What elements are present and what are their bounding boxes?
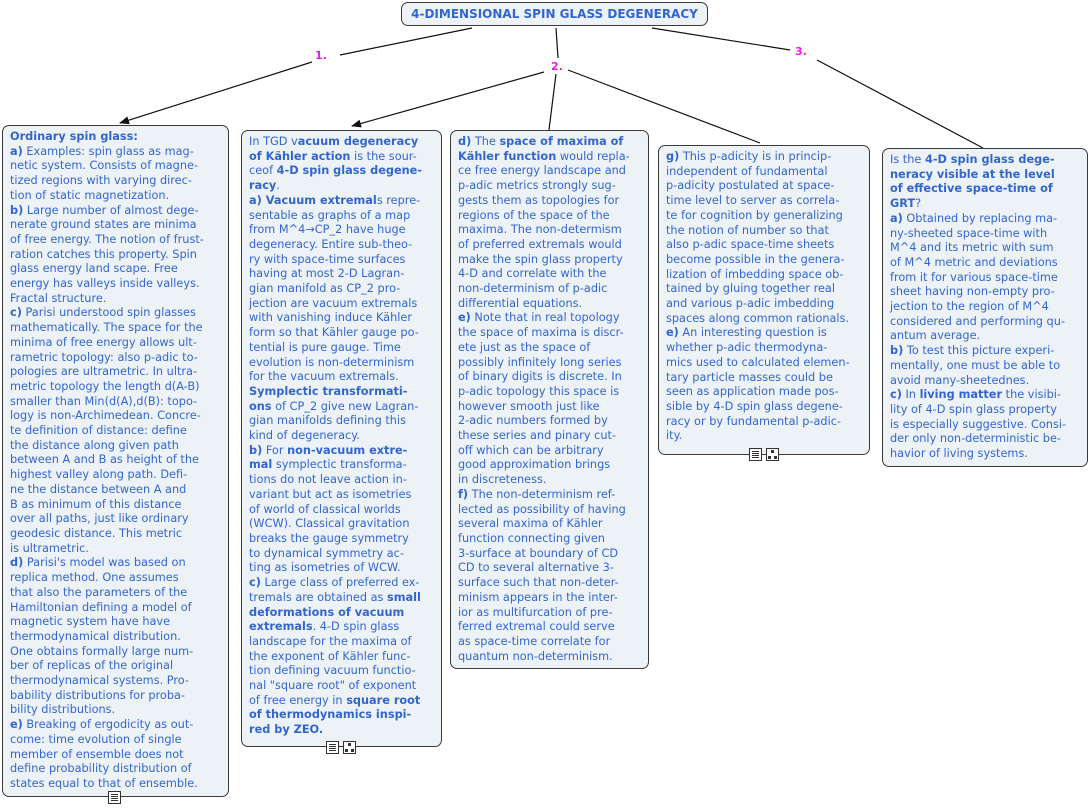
node-text-run: Ordinary spin glass: bbox=[10, 130, 138, 143]
node-text-run: In bbox=[901, 388, 920, 402]
node-text-run: This p-adicity is in princip- independent of fundamental p-adicity postulated at space- time level to server as correla- te for cognition by generalizing the notion of number so that also p-adic space-time sheets become possible in the genera- lization of imbedding space ob- tained by gluing together real and various p-adic imbedding spaces along common rationals. bbox=[666, 150, 850, 325]
node-text-run: Parisi understood spin glasses mathematically. The space for the minima of free energy allows ult- rametric topology: also p-adic to- pologies are ultrametric. In ultra- metric topology the length d(A-B) smaller than Min(d(A),d(B): topo- logy is non-Archimedean. Concre- te definition of distance: define the distance along given path between A and B as height of the highest valley along path. Defi- ne the distance between A and B as minimum of this distance over all paths, just like ordinary geodesic distance. This metric is ultrametric. bbox=[10, 306, 203, 555]
node-text-run: d) bbox=[458, 135, 472, 148]
node-text-run: of CP_2 give new Lagran- gian manifolds defining this kind of degeneracy. bbox=[249, 399, 419, 443]
link-root-1 bbox=[340, 28, 472, 55]
link-label-2: 2. bbox=[551, 60, 563, 73]
link-root-2 bbox=[556, 28, 558, 58]
concept-node-vacuum-degeneracy[interactable] bbox=[241, 130, 442, 747]
node-text-run: 4-D spin glass degene- racy bbox=[249, 164, 423, 193]
node-text-run: For bbox=[262, 443, 288, 457]
document-icon[interactable] bbox=[749, 448, 762, 461]
document-icon[interactable] bbox=[326, 741, 339, 754]
node-text-run: would repla- ce free energy landscape and p-adic metrics strongly sug- gests them as topologies for regions of the space of the maxima. The non-determism of preferred extremals would make the spin glass property 4-D and correlate with the non-determinism of p-adic differential equations. bbox=[458, 149, 630, 310]
link-root-3 bbox=[652, 28, 790, 50]
node-text-run: b) bbox=[890, 344, 904, 358]
node-text-run: b) bbox=[249, 443, 263, 457]
link-label-1: 1. bbox=[315, 49, 327, 62]
concept-node-ordinary-spin-glass[interactable] bbox=[2, 125, 229, 797]
concept-map-icon[interactable] bbox=[766, 448, 779, 461]
node-text-run: living matter bbox=[919, 388, 1003, 402]
node-text-run: g) bbox=[666, 150, 680, 163]
node-text-run: Parisi's model was based on replica method. One assumes that also the parameters of the Hamiltonian defining a model of magnetic system have have thermodynamical distribution. One obtains formally large num- ber of replicas of the original thermodynamical systems. Pro- bability distributions for proba- bility distributions. bbox=[10, 556, 194, 717]
node-text-run: Note that in real topology the space of maxima is discr- ete just as the space of possibly infinitely long series of binary digits is discrete. In p-adic topology this space is however smooth just like 2-adic numbers formed by these series and pinary cut- off which can be arbitrary good approximation brings in discreteness. bbox=[458, 311, 624, 487]
node-text-run: The bbox=[471, 135, 500, 148]
node-text-run: An interesting question is whether p-adic thermodyna- mics used to calculated elemen- tary particle masses could be seen as application made pos- sible by 4-D spin glass degene- racy or by fundamental p-adic- ity. bbox=[666, 326, 850, 443]
node-text-run: Large class of preferred ex- tremals are obtained as bbox=[249, 576, 420, 604]
link-1-node1 bbox=[120, 62, 312, 123]
node-text-run: e) bbox=[10, 718, 23, 732]
node-text-run: is the sour- ceof bbox=[249, 149, 417, 178]
node-text-run: e) bbox=[458, 311, 471, 325]
node-text-run: ? bbox=[915, 197, 922, 211]
node-text-run: To test this picture experi- mentally, one must be able to avoid many-sheetednes. bbox=[890, 344, 1061, 387]
concept-node-p-adicity[interactable] bbox=[658, 145, 870, 455]
node-text-run: d) bbox=[10, 556, 24, 570]
node-text-run: e) bbox=[666, 326, 679, 340]
node-text-run: the visibi- lity of 4-D spin glass property is especially suggestive. Consi- der only non-deterministic be- havior of living systems. bbox=[890, 388, 1067, 461]
node-text-run: a) bbox=[890, 211, 903, 225]
node-text-run: . bbox=[276, 179, 280, 193]
node-text-run: Symplectic transformati- ons bbox=[249, 384, 408, 413]
node-text-run: symplectic transforma- tions do not leave action in- variant but act as isometries of world of classical worlds (WCW). Classical gravitation breaks the gauge symmetry to dynamical symmetry ac- ting as isometries of WCW. bbox=[249, 458, 412, 575]
root-concept[interactable]: 4-DIMENSIONAL SPIN GLASS DEGENERACY bbox=[401, 2, 708, 26]
document-icon[interactable] bbox=[108, 791, 121, 804]
concept-node-effective-spacetime[interactable] bbox=[882, 148, 1088, 467]
concept-map-icon[interactable] bbox=[343, 741, 356, 754]
node-text-run: 4-D spin glass dege- neracy visible at the level of effective space-time of GRT bbox=[890, 153, 1055, 211]
link-3-node5 bbox=[817, 60, 983, 148]
node-text-run: c) bbox=[249, 576, 261, 590]
link-2-node3 bbox=[549, 74, 556, 130]
node-text-run: In TGD v bbox=[249, 135, 298, 148]
node-text-run: b) bbox=[10, 203, 24, 217]
node-text-run: square root of thermodynamics inspi- red by ZEO. bbox=[249, 693, 421, 737]
node-text-run: non-vacuum extre- mal bbox=[249, 443, 408, 472]
node-text-run: Obtained by replacing ma- ny-sheeted space-time with M^4 and its metric with sum of M^4 metric and deviations from it for various space-time sheet having non-empty pro- jection to the region of M^4 considered and performing qu- antum average. bbox=[890, 211, 1065, 343]
concept-node-space-of-maxima[interactable] bbox=[450, 130, 649, 669]
node-text-run: a) bbox=[10, 144, 23, 158]
link-label-3: 3. bbox=[795, 45, 807, 58]
node-text-run: Breaking of ergodicity as out- come: time evolution of single member of ensemble does not define probability distribution of states equal to that of ensemble. bbox=[10, 718, 198, 790]
node-text-run: small deformations of vacuum extremals bbox=[249, 590, 421, 634]
node-text-run: c) bbox=[10, 306, 22, 320]
node-text-run: Large number of almost dege- nerate ground states are minima of free energy. The notion of frust- ration catches this property. Spin glass energy land scape. Free energy has valleys inside valleys. Fractal structure. bbox=[10, 203, 204, 305]
node-text-run: . 4-D spin glass landscape for the maxima of the exponent of Kähler func- tion defining vacuum functio- nal "square root" of exponent of free energy in bbox=[249, 620, 417, 707]
node-text-run: Is the bbox=[890, 153, 925, 166]
node-text-run: f) bbox=[458, 487, 469, 501]
node-text-run: The non-determinism ref- lected as possibility of having several maxima of Kähler function connecting given 3-surface at boundary of CD CD to several alternative 3- surface such that non-deter- minism appears in the inter- ior as multifurcation of pre- ferred extremal could serve as space-time correlate for quantum non-determinism. bbox=[458, 487, 626, 663]
node-text-run: a) Vacuum extremal bbox=[249, 193, 377, 207]
node-text-run: s repre- sentable as graphs of a map from M^4→CP_2 have huge degeneracy. Entire sub-theo- ry with space-time surfaces having at most 2-D Lagran- gian manifold as CP_2 pro- jection are vacuum extremals with vanishing induce Kähler form so that Kähler gauge po- tential is pure gauge. Time evolution is non-determinism for the vacuum extremals. bbox=[249, 193, 421, 384]
node-text-run: acuum degeneracy of Kähler action bbox=[249, 135, 419, 163]
node-text-run: c) bbox=[890, 388, 902, 402]
node-text-run: space of maxima of Kähler function bbox=[458, 135, 624, 163]
node-text-run: Examples: spin glass as mag- netic system. Consists of magne- tized regions with varying direc- tion of static magnetization. bbox=[10, 144, 199, 202]
link-2-node2 bbox=[352, 72, 544, 126]
